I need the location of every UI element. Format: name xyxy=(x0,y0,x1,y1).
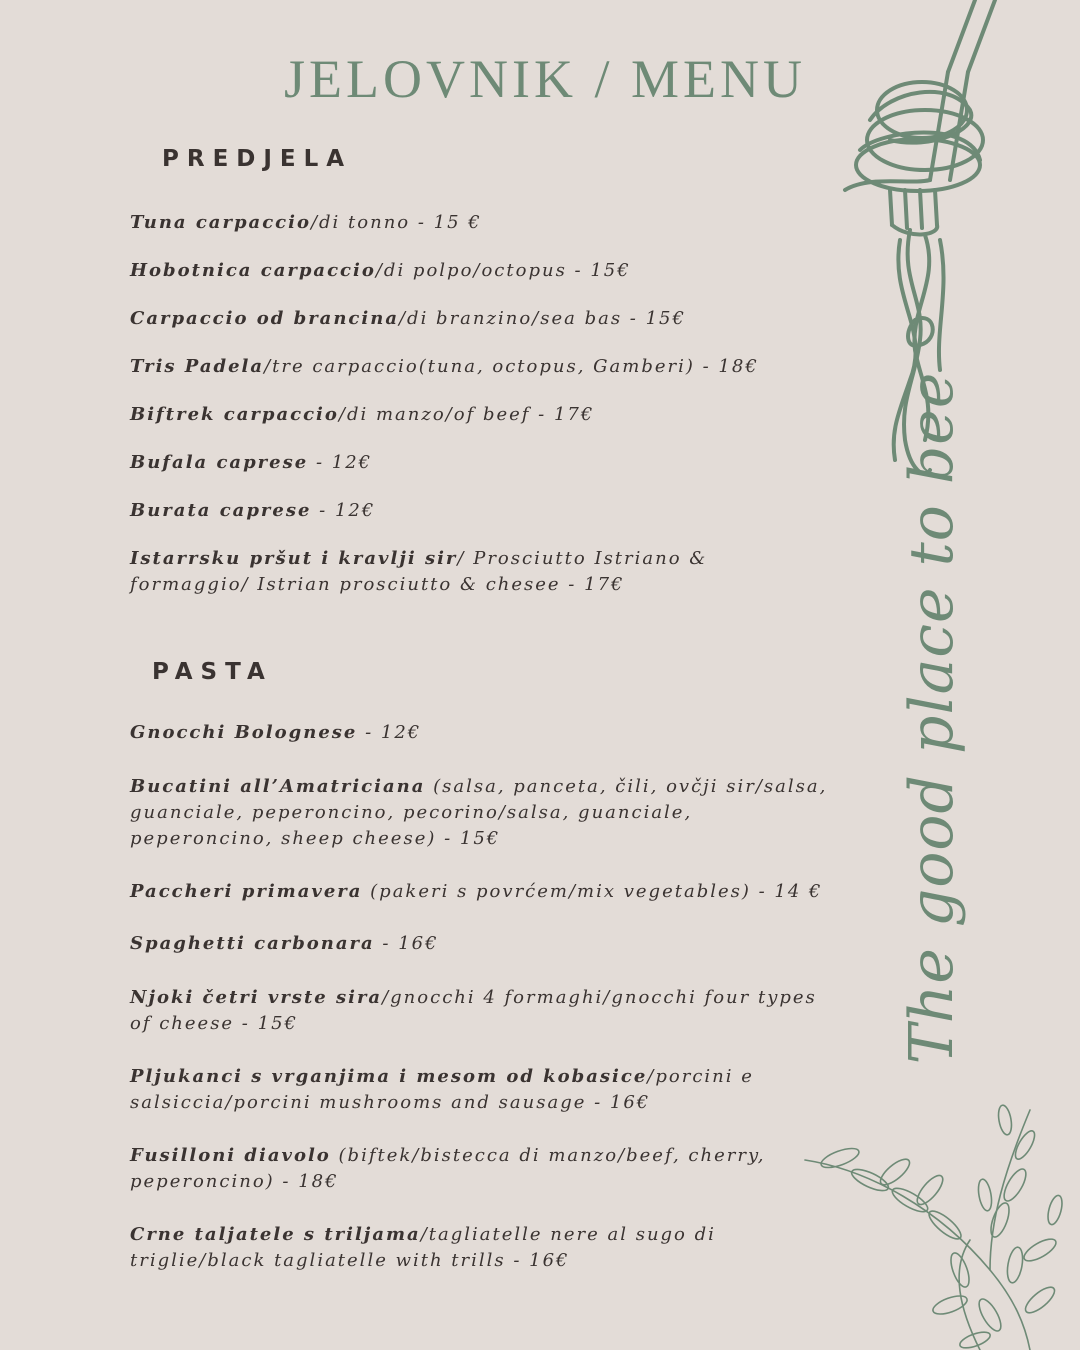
item-desc: (biftek/bistecca di manzo/beef, cherry, peperoncino) - 18€ xyxy=(130,1145,766,1192)
olive-branch-illustration xyxy=(800,1100,1080,1350)
item-name: Njoki četri vrste sira xyxy=(130,987,383,1008)
item-name: Gnocchi Bolognese xyxy=(130,722,358,743)
item-name: Fusilloni diavolo xyxy=(130,1145,331,1166)
item-name: Crne taljatele s triljama xyxy=(130,1224,421,1245)
item-name: Pljukanci s vrganjima i mesom od kobasice xyxy=(130,1066,648,1087)
menu-item xyxy=(130,931,439,957)
menu-item xyxy=(130,210,482,236)
menu-item xyxy=(130,306,686,332)
item-desc: - 12€ xyxy=(308,452,373,473)
item-desc: / Prosciutto Istriano & formaggio/ Istrian prosciutto & chesee - 17€ xyxy=(130,548,708,595)
tagline-script: The good place to bee xyxy=(897,371,967,1065)
item-name: Tris Padela xyxy=(130,356,265,377)
item-desc: /tre carpaccio(tuna, octopus, Gamberi) - 18€ xyxy=(264,356,759,377)
item-name: Spaghetti carbonara xyxy=(130,933,375,954)
item-desc: /di tonno - 15 € xyxy=(310,212,482,233)
menu-item xyxy=(130,498,375,524)
item-name: Bucatini all’Amatriciana xyxy=(130,776,426,797)
menu-item xyxy=(130,879,823,905)
item-name: Biftrek carpaccio xyxy=(130,404,339,425)
item-name: Carpaccio od brancina xyxy=(130,308,399,329)
menu-item xyxy=(130,774,830,852)
item-desc: - 12€ xyxy=(311,500,376,521)
menu-item xyxy=(130,546,830,598)
section-heading-pasta: PASTA xyxy=(152,659,273,685)
item-name: Tuna carpaccio xyxy=(130,212,311,233)
item-desc: /gnocchi 4 formaghi/gnocchi four types of cheese - 15€ xyxy=(130,987,817,1034)
item-desc: /di branzino/sea bas - 15€ xyxy=(398,308,686,329)
item-desc: /di polpo/octopus - 15€ xyxy=(375,260,631,281)
menu-item xyxy=(130,1143,770,1195)
item-desc: /di manzo/of beef - 17€ xyxy=(338,404,595,425)
item-desc: - 16€ xyxy=(374,933,439,954)
item-desc: (pakeri s povrćem/mix vegetables) - 14 € xyxy=(362,881,823,902)
leaf-group xyxy=(819,1104,1065,1350)
menu-item xyxy=(130,402,594,428)
item-desc: /porcini e salsiccia/porcini mushrooms and sausage - 16€ xyxy=(130,1066,754,1113)
page-title: JELOVNIK / MENU xyxy=(284,49,806,109)
item-name: Hobotnica carpaccio xyxy=(130,260,376,281)
menu-item xyxy=(130,1064,790,1116)
menu-item xyxy=(130,258,631,284)
menu-item xyxy=(130,450,372,476)
menu-item xyxy=(130,720,421,746)
item-name: Bufala caprese xyxy=(130,452,309,473)
menu-item xyxy=(130,354,759,380)
item-desc: (salsa, panceta, čili, ovčji sir/salsa, guanciale, peperoncino, pecorino/salsa, guanciale, peperoncino, sheep cheese) - 15€ xyxy=(130,776,828,849)
menu-item xyxy=(130,985,830,1037)
menu-item xyxy=(130,1222,850,1274)
item-name: Paccheri primavera xyxy=(130,881,363,902)
item-desc: /tagliatelle nere al sugo di triglie/black tagliatelle with trills - 16€ xyxy=(130,1224,716,1271)
item-name: Burata caprese xyxy=(130,500,312,521)
item-desc: - 12€ xyxy=(357,722,422,743)
item-name: Istarrsku pršut i kravlji sir xyxy=(130,548,458,569)
section-heading-predjela: PREDJELA xyxy=(162,146,353,172)
